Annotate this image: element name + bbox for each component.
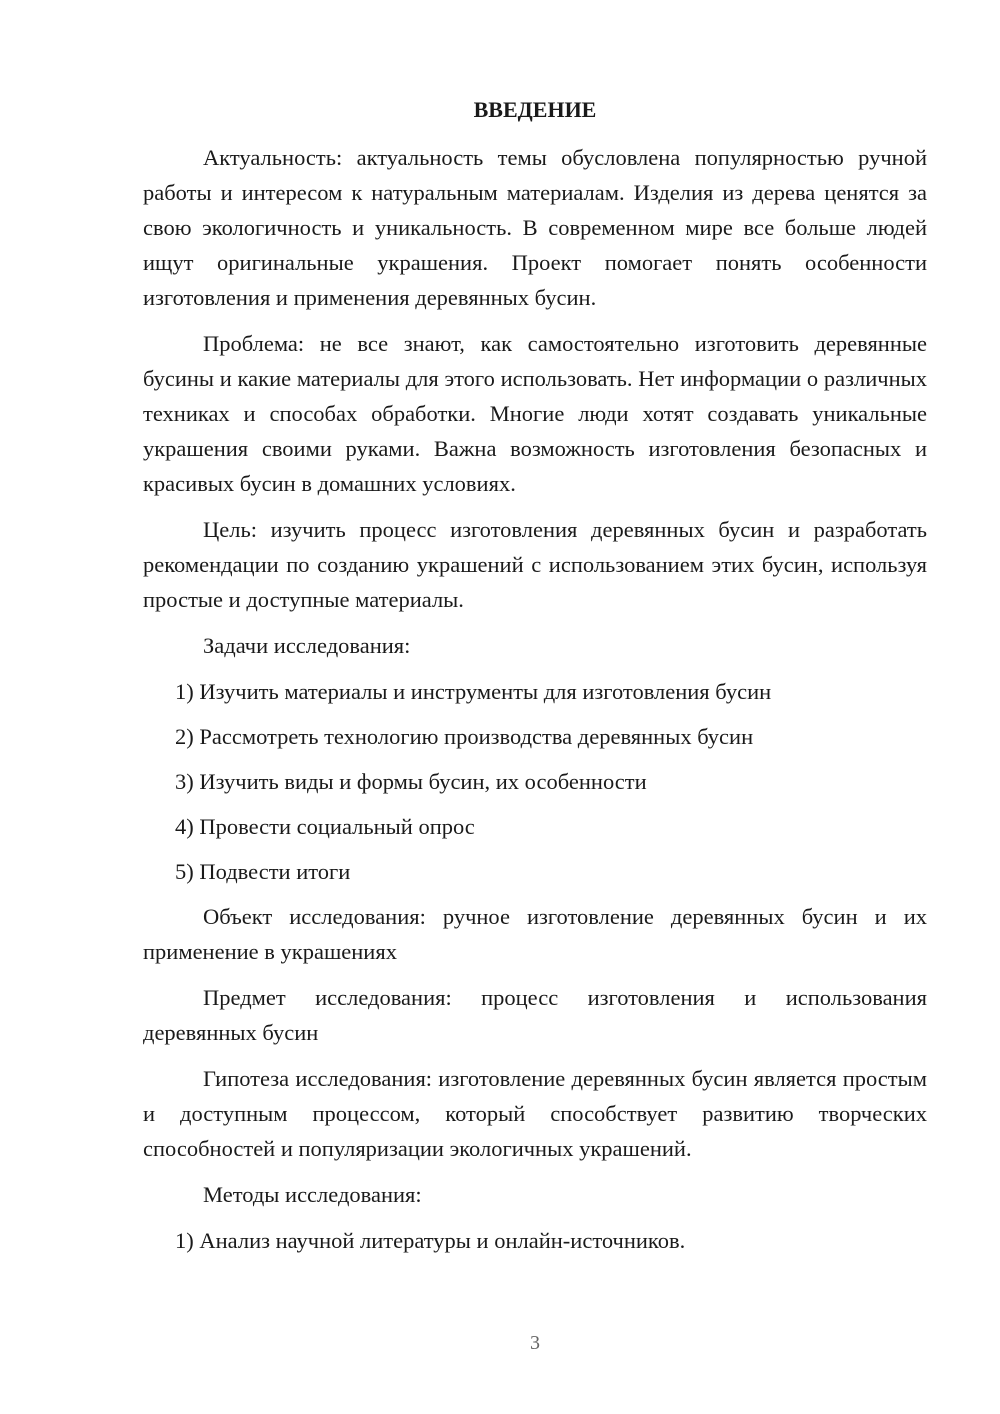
tasks-list [143, 674, 927, 889]
hypothesis-paragraph: Гипотеза исследования: изготовление деревянных бусин является простым и доступным процессом, который способствует развитию творческих способностей и популяризации экологичных украшений. [143, 1066, 927, 1161]
object-paragraph: Объект исследования: ручное изготовление деревянных бусин и их применение в украшениях [143, 904, 927, 964]
tasks-heading: Задачи исследования: [203, 633, 411, 658]
list-item: 1) Анализ научной литературы и онлайн-источников. [175, 1228, 686, 1253]
list-item: 2) Рассмотреть технологию производства деревянных бусин [175, 724, 754, 749]
problem-paragraph: Проблема: не все знают, как самостоятельно изготовить деревянные бусины и какие материалы для этого использовать. Нет информации о различных техниках и способах обработки. Многие люди хотят создавать уникальные украшения своими руками. Важна возможность изготовления безопасных и красивых бусин в домашних условиях. [143, 331, 927, 496]
list-item: 5) Подвести итоги [175, 859, 351, 884]
page-number: 3 [530, 1332, 540, 1354]
list-item: 4) Провести социальный опрос [175, 814, 475, 839]
relevance-paragraph: Актуальность: актуальность темы обусловлена популярностью ручной работы и интересом к натуральным материалам. Изделия из дерева ценятся за свою экологичность и уникальность. В современном мире все больше людей ищут оригинальные украшения. Проект помогает понять особенности изготовления и применения деревянных бусин. [143, 145, 927, 310]
page-title: ВВЕДЕНИЕ [473, 97, 597, 122]
list-item: 1) Изучить материалы и инструменты для изготовления бусин [175, 679, 772, 704]
goal-paragraph: Цель: изучить процесс изготовления деревянных бусин и разработать рекомендации по созданию украшений с использованием этих бусин, используя простые и доступные материалы. [143, 517, 927, 612]
methods-list [143, 1223, 927, 1258]
methods-heading: Методы исследования: [203, 1182, 422, 1207]
subject-paragraph: Предмет исследования: процесс изготовления и использования деревянных бусин [143, 985, 927, 1045]
document-page [143, 94, 927, 1268]
list-item: 3) Изучить виды и формы бусин, их особенности [175, 769, 647, 794]
